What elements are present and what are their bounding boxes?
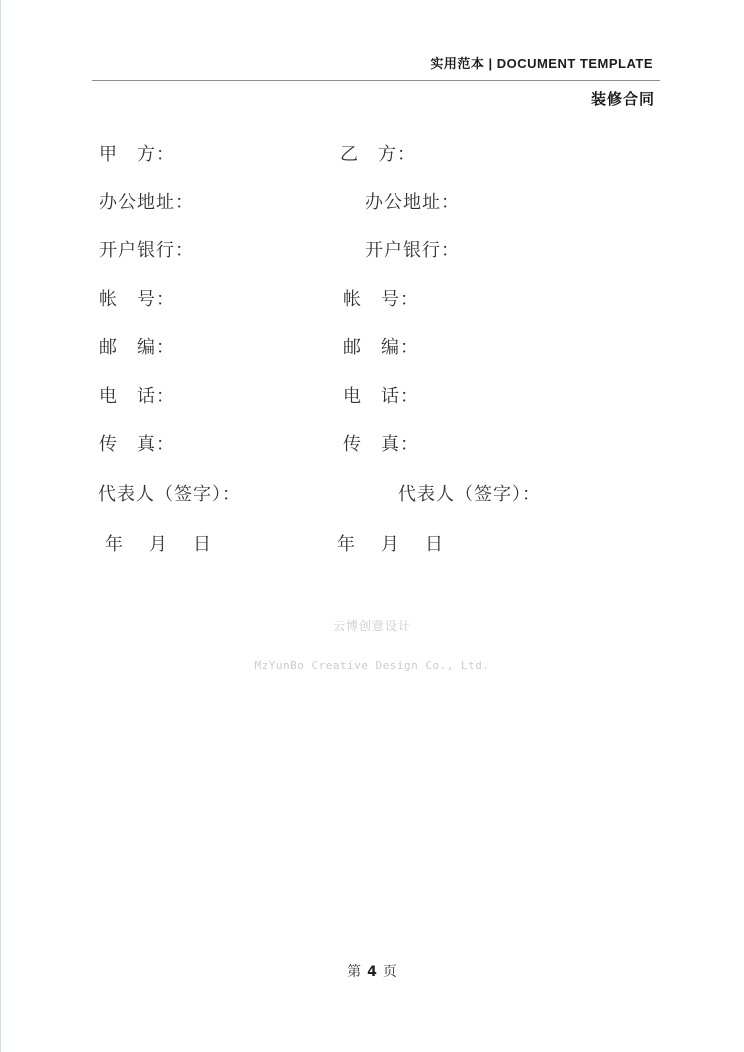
field-label-phone-b: 电 话：	[343, 386, 419, 406]
document-title: 装修合同	[590, 91, 655, 108]
field-label-fax-a: 传 真：	[99, 434, 175, 454]
field-label-date-a: 年 月 日	[105, 534, 215, 554]
field-label-office-address-a: 办公地址：	[99, 192, 194, 212]
field-label-bank-a: 开户银行：	[99, 240, 194, 260]
header-divider	[92, 80, 660, 81]
field-label-postcode-a: 邮 编：	[99, 337, 175, 357]
watermark-chinese: 云博创意设计	[332, 619, 411, 633]
field-label-office-address-b: 办公地址：	[365, 192, 460, 212]
field-label-bank-b: 开户银行：	[365, 240, 460, 260]
footer-prefix: 第	[347, 965, 362, 980]
field-label-representative-b: 代表人（签字）：	[398, 484, 541, 504]
header-brand: 实用范本 | DOCUMENT TEMPLATE	[430, 56, 653, 71]
field-label-date-b: 年 月 日	[337, 534, 447, 554]
footer-page-number: 4	[367, 964, 377, 980]
field-label-account-b: 帐 号：	[343, 289, 419, 309]
page-footer	[0, 961, 744, 981]
field-label-phone-a: 电 话：	[99, 386, 175, 406]
footer-suffix: 页	[382, 965, 397, 980]
page-edge-line	[0, 0, 1, 1052]
field-label-party-a: 甲 方：	[99, 144, 175, 164]
field-label-postcode-b: 邮 编：	[343, 337, 419, 357]
field-label-party-b: 乙 方：	[340, 144, 416, 164]
field-label-representative-a: 代表人（签字）：	[98, 484, 241, 504]
field-label-fax-b: 传 真：	[343, 434, 419, 454]
field-label-account-a: 帐 号：	[99, 289, 175, 309]
watermark-english: MzYunBo Creative Design Co., Ltd.	[254, 659, 490, 672]
